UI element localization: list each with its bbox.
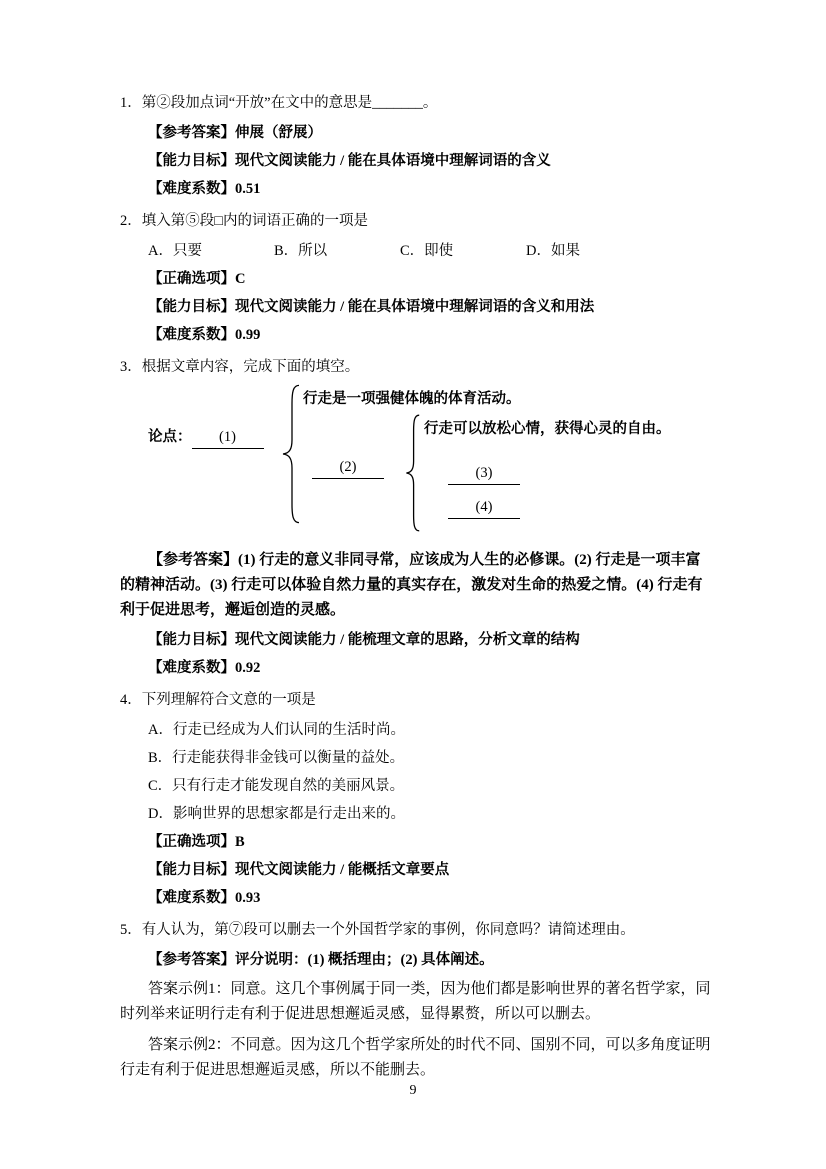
answer-label: 【参考答案】 — [148, 552, 239, 568]
brace-icon — [404, 414, 420, 532]
option-c: C．即使 — [400, 243, 454, 259]
diagram-root-label: 论点： — [148, 429, 192, 445]
answer-label: 【参考答案】 — [148, 952, 235, 968]
question-3-difficulty — [120, 657, 714, 679]
page-content — [120, 92, 714, 1089]
diagram-top-text: 行走是一项强健体魄的体育活动。 — [303, 391, 521, 407]
diagram-blank-2: (2) — [312, 456, 384, 479]
answer-text: (1) 行走的意义非同寻常，应该成为人生的必修课。(2) 行走是一项丰富的精神活动。(3) 行走可以体验自然力量的真实存在，激发对生命的热爱之情。(4) 行走有利于促进思考，邂逅创造的灵感。 — [120, 552, 703, 618]
difficulty-label: 【难度系数】 — [148, 327, 235, 343]
correct-value: C — [235, 271, 246, 287]
difficulty-value: 0.99 — [235, 327, 261, 343]
question-3 — [120, 356, 714, 679]
question-5-stem: 5．有人认为，第⑦段可以删去一个外国哲学家的事例，你同意吗？请简述理由。 — [120, 922, 635, 938]
correct-value: B — [235, 834, 245, 850]
question-3-stem: 3．根据文章内容，完成下面的填空。 — [120, 359, 360, 375]
question-1-difficulty — [120, 178, 714, 200]
page-number: 9 — [409, 1083, 417, 1098]
answer-label: 【参考答案】 — [148, 125, 235, 141]
question-3-ability — [120, 629, 714, 651]
question-2-ability — [120, 296, 714, 318]
question-2 — [120, 210, 714, 346]
option-a: A．行走已经成为人们认同的生活时尚。 — [148, 722, 405, 738]
difficulty-label: 【难度系数】 — [148, 181, 235, 197]
ability-label: 【能力目标】 — [148, 862, 235, 878]
ability-text: 现代文阅读能力 / 能概括文章要点 — [235, 862, 450, 878]
ability-text: 现代文阅读能力 / 能在具体语境中理解词语的含义 — [235, 153, 551, 169]
answer-text: 评分说明：(1) 概括理由；(2) 具体阐述。 — [235, 952, 494, 968]
question-3-diagram — [120, 386, 714, 538]
question-1-stem: 1．第②段加点词“开放”在文中的意思是_______。 — [120, 95, 438, 111]
question-2-stem: 2．填入第⑤段□内的词语正确的一项是 — [120, 213, 369, 229]
diagram-root — [148, 426, 264, 449]
diagram-blank-1: (1) — [192, 426, 264, 449]
diagram-blank-3: (3) — [448, 462, 520, 485]
question-2-options — [120, 240, 714, 262]
difficulty-value: 0.92 — [235, 660, 261, 676]
question-4-difficulty — [120, 887, 714, 909]
question-5-example-1: 答案示例1：同意。这几个事例属于同一类，因为他们都是影响世界的著名哲学家，同时列举来证明行走有利于促进思想邂逅灵感，显得累赘，所以可以删去。 — [120, 981, 711, 1022]
difficulty-label: 【难度系数】 — [148, 660, 235, 676]
ability-text: 现代文阅读能力 / 能梳理文章的思路，分析文章的结构 — [235, 632, 580, 648]
diagram-blank-4-wrap — [448, 496, 520, 519]
answer-text: 伸展（舒展） — [235, 125, 322, 141]
question-4-ability — [120, 859, 714, 881]
question-1-answer — [120, 122, 714, 144]
question-1 — [120, 92, 714, 200]
question-4-correct — [120, 831, 714, 853]
question-4-stem: 4．下列理解符合文意的一项是 — [120, 692, 316, 708]
ability-label: 【能力目标】 — [148, 299, 235, 315]
option-c: C．只有行走才能发现自然的美丽风景。 — [148, 778, 405, 794]
difficulty-value: 0.51 — [235, 181, 261, 197]
option-b: B．行走能获得非金钱可以衡量的益处。 — [148, 750, 405, 766]
question-5-example-2: 答案示例2：不同意。因为这几个哲学家所处的时代不同、国别不同，可以多角度证明行走有利于促进思想邂逅灵感，所以不能删去。 — [120, 1037, 711, 1078]
correct-label: 【正确选项】 — [148, 834, 235, 850]
difficulty-label: 【难度系数】 — [148, 890, 235, 906]
question-1-ability — [120, 150, 714, 172]
question-2-difficulty — [120, 324, 714, 346]
diagram-sub-text: 行走可以放松心情，获得心灵的自由。 — [424, 421, 671, 437]
question-3-answer — [120, 548, 714, 623]
ability-label: 【能力目标】 — [148, 153, 235, 169]
diagram-blank-4: (4) — [448, 496, 520, 519]
question-4-options — [120, 719, 714, 825]
diagram-blank-3-wrap — [448, 462, 520, 485]
brace-icon — [280, 384, 300, 524]
ability-label: 【能力目标】 — [148, 632, 235, 648]
correct-label: 【正确选项】 — [148, 271, 235, 287]
question-4 — [120, 689, 714, 909]
option-b: B．所以 — [274, 243, 328, 259]
option-d: D．如果 — [526, 243, 580, 259]
option-a: A．只要 — [148, 243, 202, 259]
ability-text: 现代文阅读能力 / 能在具体语境中理解词语的含义和用法 — [235, 299, 595, 315]
question-5-answer — [120, 949, 714, 971]
question-5 — [120, 919, 714, 1083]
option-d: D．影响世界的思想家都是行走出来的。 — [148, 806, 405, 822]
question-2-correct — [120, 268, 714, 290]
difficulty-value: 0.93 — [235, 890, 261, 906]
diagram-blank-2-wrap — [312, 456, 384, 479]
